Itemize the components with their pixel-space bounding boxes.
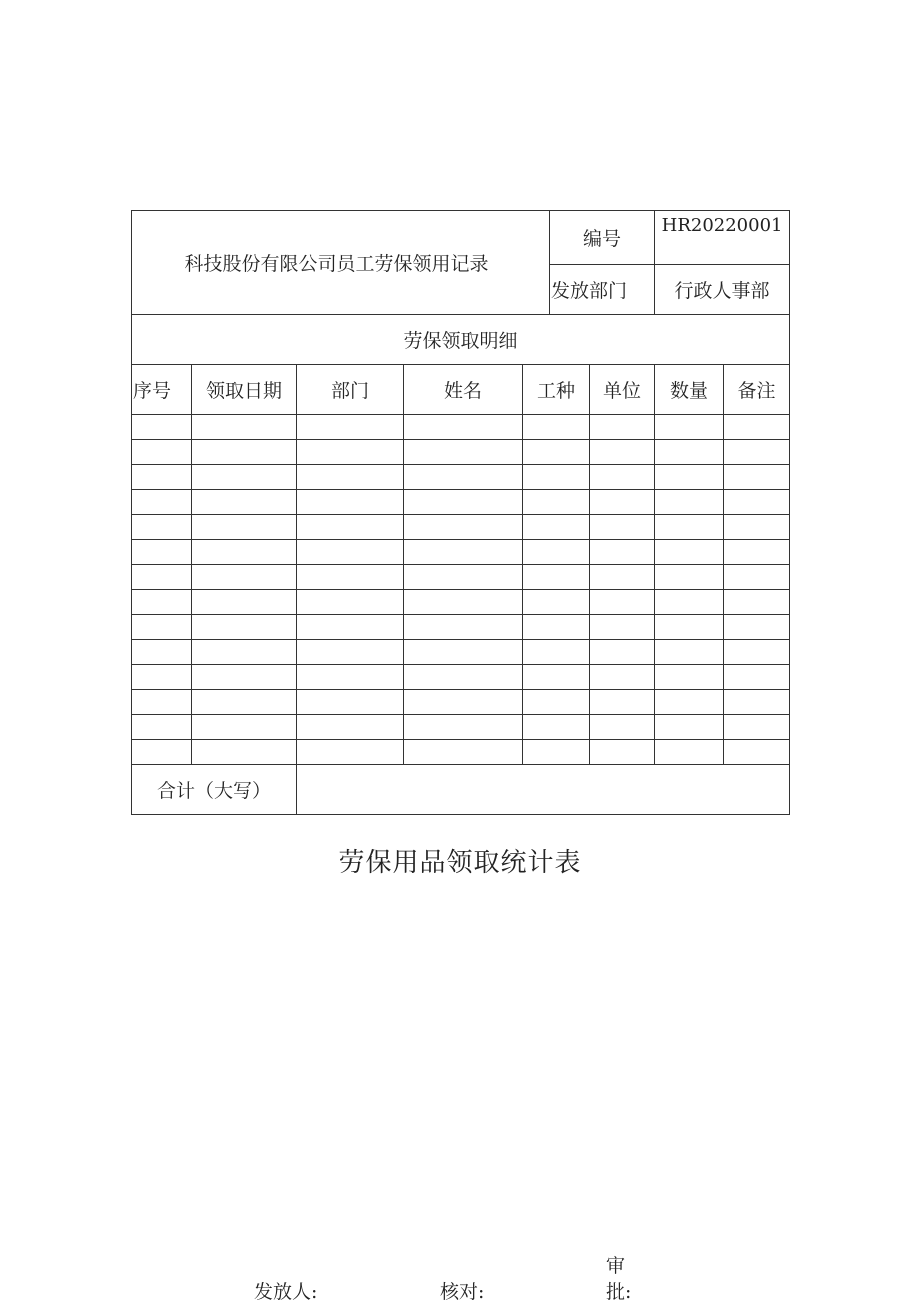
- checker-label: 核对:: [440, 1281, 485, 1303]
- code-label: 编号: [550, 211, 655, 265]
- approve-label-line1: 审: [606, 1255, 626, 1277]
- cell-department[interactable]: [297, 490, 404, 515]
- cell-unit[interactable]: [590, 515, 655, 540]
- table-row: [132, 540, 790, 565]
- cell-serial[interactable]: [132, 440, 192, 465]
- col-header-job-type: 工种: [523, 365, 590, 415]
- table-row: [132, 640, 790, 665]
- table-row: [132, 740, 790, 765]
- cell-unit[interactable]: [590, 690, 655, 715]
- cell-department[interactable]: [297, 415, 404, 440]
- cell-quantity[interactable]: [655, 415, 724, 440]
- cell-department[interactable]: [297, 740, 404, 765]
- cell-name[interactable]: [404, 540, 523, 565]
- total-label: 合计（大写）: [132, 765, 297, 815]
- labor-protection-record-table: [131, 210, 790, 815]
- table-row: [132, 440, 790, 465]
- cell-date[interactable]: [192, 665, 297, 690]
- cell-remarks[interactable]: [724, 565, 790, 590]
- cell-department[interactable]: [297, 615, 404, 640]
- cell-job-type[interactable]: [523, 640, 590, 665]
- cell-name[interactable]: [404, 615, 523, 640]
- cell-unit[interactable]: [590, 640, 655, 665]
- table-row: [132, 715, 790, 740]
- cell-name[interactable]: [404, 440, 523, 465]
- cell-date[interactable]: [192, 415, 297, 440]
- cell-job-type[interactable]: [523, 515, 590, 540]
- cell-job-type[interactable]: [523, 665, 590, 690]
- cell-date[interactable]: [192, 590, 297, 615]
- col-header-serial: 序号: [132, 365, 192, 415]
- cell-job-type[interactable]: [523, 740, 590, 765]
- cell-name[interactable]: [404, 640, 523, 665]
- cell-name[interactable]: [404, 740, 523, 765]
- cell-name[interactable]: [404, 715, 523, 740]
- cell-job-type[interactable]: [523, 440, 590, 465]
- table-row: [132, 565, 790, 590]
- cell-department[interactable]: [297, 565, 404, 590]
- cell-department[interactable]: [297, 440, 404, 465]
- cell-remarks[interactable]: [724, 490, 790, 515]
- cell-department[interactable]: [297, 640, 404, 665]
- data-rows: [132, 415, 790, 765]
- cell-job-type[interactable]: [523, 565, 590, 590]
- cell-quantity[interactable]: [655, 615, 724, 640]
- cell-name[interactable]: [404, 490, 523, 515]
- cell-serial[interactable]: [132, 565, 192, 590]
- issuer-label: 发放人:: [254, 1281, 318, 1303]
- cell-date[interactable]: [192, 490, 297, 515]
- company-record-title: 科技股份有限公司员工劳保领用记录: [132, 211, 550, 315]
- cell-date[interactable]: [192, 690, 297, 715]
- cell-remarks[interactable]: [724, 740, 790, 765]
- table-row: [132, 465, 790, 490]
- cell-serial[interactable]: [132, 465, 192, 490]
- cell-name[interactable]: [404, 515, 523, 540]
- cell-remarks[interactable]: [724, 440, 790, 465]
- table-row: [132, 415, 790, 440]
- cell-quantity[interactable]: [655, 640, 724, 665]
- cell-job-type[interactable]: [523, 415, 590, 440]
- cell-department[interactable]: [297, 690, 404, 715]
- issuing-dept-value: 行政人事部: [655, 265, 790, 315]
- cell-unit[interactable]: [590, 715, 655, 740]
- cell-serial[interactable]: [132, 415, 192, 440]
- cell-job-type[interactable]: [523, 690, 590, 715]
- document-title: 劳保用品领取统计表: [338, 848, 582, 878]
- cell-job-type[interactable]: [523, 590, 590, 615]
- cell-serial[interactable]: [132, 740, 192, 765]
- cell-quantity[interactable]: [655, 440, 724, 465]
- cell-job-type[interactable]: [523, 465, 590, 490]
- col-header-name: 姓名: [404, 365, 523, 415]
- cell-department[interactable]: [297, 715, 404, 740]
- code-value: HR20220001: [655, 211, 790, 265]
- cell-date[interactable]: [192, 740, 297, 765]
- cell-remarks[interactable]: [724, 465, 790, 490]
- cell-quantity[interactable]: [655, 665, 724, 690]
- cell-date[interactable]: [192, 640, 297, 665]
- table-row: [132, 515, 790, 540]
- cell-date[interactable]: [192, 515, 297, 540]
- cell-quantity[interactable]: [655, 465, 724, 490]
- table-row: [132, 490, 790, 515]
- cell-department[interactable]: [297, 515, 404, 540]
- cell-department[interactable]: [297, 465, 404, 490]
- table-row: [132, 690, 790, 715]
- cell-remarks[interactable]: [724, 665, 790, 690]
- cell-job-type[interactable]: [523, 540, 590, 565]
- cell-remarks[interactable]: [724, 715, 790, 740]
- cell-serial[interactable]: [132, 615, 192, 640]
- cell-unit[interactable]: [590, 490, 655, 515]
- cell-date[interactable]: [192, 540, 297, 565]
- cell-serial[interactable]: [132, 590, 192, 615]
- col-header-department: 部门: [297, 365, 404, 415]
- table-row: [132, 615, 790, 640]
- cell-serial[interactable]: [132, 515, 192, 540]
- cell-remarks[interactable]: [724, 590, 790, 615]
- cell-unit[interactable]: [590, 615, 655, 640]
- cell-remarks[interactable]: [724, 690, 790, 715]
- cell-unit[interactable]: [590, 590, 655, 615]
- col-header-unit: 单位: [590, 365, 655, 415]
- cell-department[interactable]: [297, 590, 404, 615]
- cell-unit[interactable]: [590, 665, 655, 690]
- cell-serial[interactable]: [132, 715, 192, 740]
- cell-serial[interactable]: [132, 540, 192, 565]
- cell-unit[interactable]: [590, 565, 655, 590]
- cell-quantity[interactable]: [655, 540, 724, 565]
- cell-quantity[interactable]: [655, 565, 724, 590]
- cell-unit[interactable]: [590, 540, 655, 565]
- col-header-remarks: 备注: [724, 365, 790, 415]
- cell-unit[interactable]: [590, 440, 655, 465]
- cell-date[interactable]: [192, 615, 297, 640]
- cell-remarks[interactable]: [724, 415, 790, 440]
- cell-job-type[interactable]: [523, 490, 590, 515]
- cell-serial[interactable]: [132, 690, 192, 715]
- col-header-date: 领取日期: [192, 365, 297, 415]
- cell-serial[interactable]: [132, 640, 192, 665]
- cell-unit[interactable]: [590, 465, 655, 490]
- cell-date[interactable]: [192, 465, 297, 490]
- cell-quantity[interactable]: [655, 690, 724, 715]
- cell-serial[interactable]: [132, 490, 192, 515]
- column-header-row: [132, 365, 790, 415]
- cell-quantity[interactable]: [655, 715, 724, 740]
- cell-quantity[interactable]: [655, 740, 724, 765]
- cell-name[interactable]: [404, 465, 523, 490]
- cell-name[interactable]: [404, 565, 523, 590]
- cell-quantity[interactable]: [655, 490, 724, 515]
- cell-serial[interactable]: [132, 665, 192, 690]
- cell-remarks[interactable]: [724, 615, 790, 640]
- cell-remarks[interactable]: [724, 540, 790, 565]
- cell-department[interactable]: [297, 665, 404, 690]
- cell-job-type[interactable]: [523, 615, 590, 640]
- cell-remarks[interactable]: [724, 515, 790, 540]
- total-value-field[interactable]: [297, 765, 790, 815]
- col-header-quantity: 数量: [655, 365, 724, 415]
- cell-quantity[interactable]: [655, 590, 724, 615]
- cell-quantity[interactable]: [655, 515, 724, 540]
- cell-name[interactable]: [404, 415, 523, 440]
- issuing-dept-label: 发放部门: [550, 265, 655, 315]
- approve-label-line2: 批:: [606, 1281, 632, 1303]
- cell-date[interactable]: [192, 440, 297, 465]
- cell-name[interactable]: [404, 690, 523, 715]
- table-row: [132, 665, 790, 690]
- cell-date[interactable]: [192, 565, 297, 590]
- cell-job-type[interactable]: [523, 715, 590, 740]
- detail-section-title: 劳保领取明细: [132, 315, 790, 365]
- cell-name[interactable]: [404, 590, 523, 615]
- cell-department[interactable]: [297, 540, 404, 565]
- cell-name[interactable]: [404, 665, 523, 690]
- cell-unit[interactable]: [590, 415, 655, 440]
- cell-unit[interactable]: [590, 740, 655, 765]
- table-row: [132, 590, 790, 615]
- cell-remarks[interactable]: [724, 640, 790, 665]
- cell-date[interactable]: [192, 715, 297, 740]
